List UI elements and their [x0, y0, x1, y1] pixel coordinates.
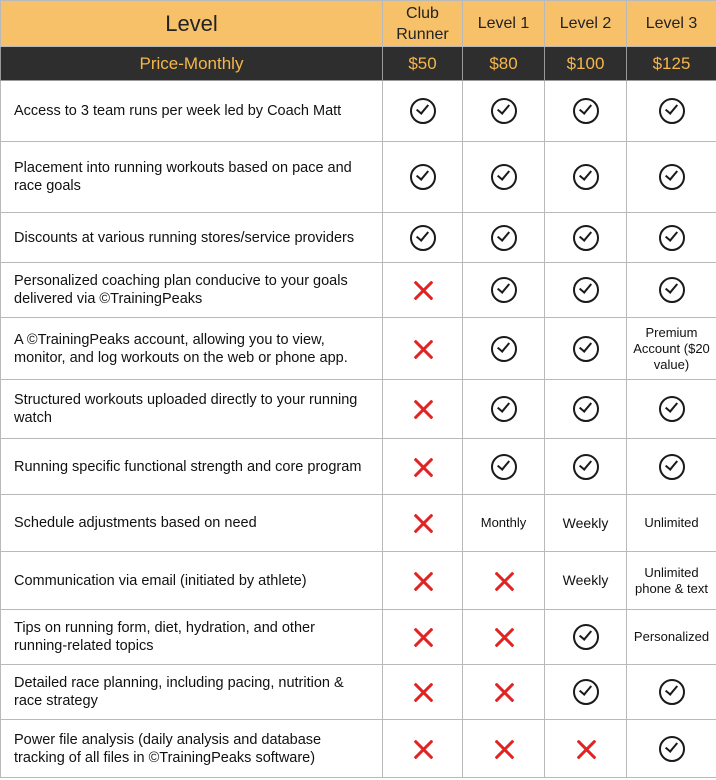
table-row	[1, 552, 716, 610]
included-cell	[545, 439, 627, 495]
table-row	[1, 142, 716, 213]
included-cell	[383, 142, 463, 213]
included-cell	[627, 439, 716, 495]
red-x-icon	[493, 681, 515, 703]
tier-value-cell	[627, 318, 716, 380]
feature-label: Placement into running workouts based on pace and race goals	[1, 142, 383, 213]
tier-name-level-1: Level 1	[463, 1, 545, 47]
tier-value-cell	[627, 552, 716, 610]
tier-name-level-3: Level 3	[627, 1, 716, 47]
included-cell	[545, 81, 627, 142]
excluded-cell	[383, 318, 463, 380]
check-circle-icon	[573, 225, 599, 251]
check-circle-icon	[573, 396, 599, 422]
check-circle-icon	[491, 164, 517, 190]
table-row	[1, 81, 716, 142]
level-label: Level	[1, 1, 383, 47]
check-circle-icon	[659, 225, 685, 251]
check-circle-icon	[410, 225, 436, 251]
included-cell	[545, 318, 627, 380]
red-x-icon	[412, 738, 434, 760]
tier-price: $80	[463, 47, 545, 81]
check-circle-icon	[659, 736, 685, 762]
tier-value-text: Weekly	[562, 572, 609, 588]
check-circle-icon	[659, 98, 685, 124]
tier-price: $100	[545, 47, 627, 81]
feature-label: Discounts at various running stores/service providers	[1, 213, 383, 263]
excluded-cell	[383, 263, 463, 318]
check-circle-icon	[573, 98, 599, 124]
feature-label: Access to 3 team runs per week led by Coach Matt	[1, 81, 383, 142]
tier-value-text: Weekly	[562, 514, 609, 531]
red-x-icon	[493, 626, 515, 648]
table-row	[1, 263, 716, 318]
feature-label: Personalized coaching plan conducive to your goals delivered via ©TrainingPeaks	[1, 263, 383, 318]
table-row	[1, 720, 716, 778]
red-x-icon	[412, 398, 434, 420]
red-x-icon	[493, 570, 515, 592]
tier-value-cell	[627, 495, 716, 552]
included-cell	[627, 720, 716, 778]
tier-value-text: Monthly	[480, 515, 527, 530]
included-cell	[383, 81, 463, 142]
red-x-icon	[493, 738, 515, 760]
table-row	[1, 380, 716, 439]
included-cell	[463, 439, 545, 495]
included-cell	[545, 665, 627, 720]
excluded-cell	[545, 720, 627, 778]
included-cell	[627, 81, 716, 142]
feature-label: Structured workouts uploaded directly to your running watch	[1, 380, 383, 439]
table-row	[1, 439, 716, 495]
included-cell	[463, 213, 545, 263]
red-x-icon	[412, 570, 434, 592]
included-cell	[627, 263, 716, 318]
tier-value-text: Unlimited phone & text	[635, 564, 708, 596]
feature-label: Schedule adjustments based on need	[1, 495, 383, 552]
feature-label: Communication via email (initiated by athlete)	[1, 552, 383, 610]
check-circle-icon	[491, 277, 517, 303]
red-x-icon	[412, 338, 434, 360]
excluded-cell	[463, 552, 545, 610]
excluded-cell	[383, 439, 463, 495]
table-row	[1, 610, 716, 665]
check-circle-icon	[491, 396, 517, 422]
table-row	[1, 318, 716, 380]
check-circle-icon	[491, 336, 517, 362]
tier-value-cell	[545, 552, 627, 610]
check-circle-icon	[659, 454, 685, 480]
table-row	[1, 495, 716, 552]
excluded-cell	[383, 665, 463, 720]
included-cell	[627, 213, 716, 263]
excluded-cell	[463, 665, 545, 720]
price-label: Price-Monthly	[1, 47, 383, 81]
included-cell	[545, 610, 627, 665]
tier-value-text: Personalized	[633, 629, 710, 644]
tier-price: $50	[383, 47, 463, 81]
tier-name-level-2: Level 2	[545, 1, 627, 47]
included-cell	[463, 380, 545, 439]
included-cell	[545, 213, 627, 263]
check-circle-icon	[573, 679, 599, 705]
tier-value-cell	[627, 610, 716, 665]
check-circle-icon	[573, 164, 599, 190]
price-row	[1, 47, 716, 81]
feature-label: Running specific functional strength and core program	[1, 439, 383, 495]
included-cell	[627, 665, 716, 720]
red-x-icon	[412, 681, 434, 703]
feature-rows	[1, 81, 716, 778]
included-cell	[463, 318, 545, 380]
excluded-cell	[383, 610, 463, 665]
tier-value-cell	[545, 495, 627, 552]
check-circle-icon	[659, 396, 685, 422]
excluded-cell	[463, 720, 545, 778]
included-cell	[627, 380, 716, 439]
included-cell	[627, 142, 716, 213]
excluded-cell	[383, 380, 463, 439]
included-cell	[545, 263, 627, 318]
check-circle-icon	[573, 277, 599, 303]
red-x-icon	[412, 626, 434, 648]
excluded-cell	[463, 610, 545, 665]
check-circle-icon	[573, 624, 599, 650]
check-circle-icon	[573, 336, 599, 362]
check-circle-icon	[410, 164, 436, 190]
included-cell	[383, 213, 463, 263]
table-row	[1, 213, 716, 263]
feature-label: Detailed race planning, including pacing, nutrition & race strategy	[1, 665, 383, 720]
included-cell	[463, 81, 545, 142]
check-circle-icon	[659, 164, 685, 190]
check-circle-icon	[491, 225, 517, 251]
included-cell	[463, 142, 545, 213]
check-circle-icon	[410, 98, 436, 124]
check-circle-icon	[573, 454, 599, 480]
tier-value-text: Unlimited	[644, 515, 699, 530]
tier-value-cell	[463, 495, 545, 552]
red-x-icon	[575, 738, 597, 760]
tier-name-club-runner: Club Runner	[383, 1, 463, 47]
excluded-cell	[383, 552, 463, 610]
check-circle-icon	[659, 679, 685, 705]
check-circle-icon	[491, 98, 517, 124]
excluded-cell	[383, 720, 463, 778]
excluded-cell	[383, 495, 463, 552]
table-row	[1, 665, 716, 720]
tier-value-text: Premium Account ($20 value)	[633, 324, 710, 372]
red-x-icon	[412, 512, 434, 534]
feature-label: Power file analysis (daily analysis and database tracking of all files in ©TrainingPeaks software)	[1, 720, 383, 778]
included-cell	[545, 380, 627, 439]
check-circle-icon	[491, 454, 517, 480]
feature-label: Tips on running form, diet, hydration, and other running-related topics	[1, 610, 383, 665]
feature-label: A ©TrainingPeaks account, allowing you to view, monitor, and log workouts on the web or phone app.	[1, 318, 383, 380]
red-x-icon	[412, 279, 434, 301]
tier-price: $125	[627, 47, 716, 81]
included-cell	[463, 263, 545, 318]
included-cell	[545, 142, 627, 213]
check-circle-icon	[659, 277, 685, 303]
tier-header-row	[1, 1, 716, 47]
red-x-icon	[412, 456, 434, 478]
